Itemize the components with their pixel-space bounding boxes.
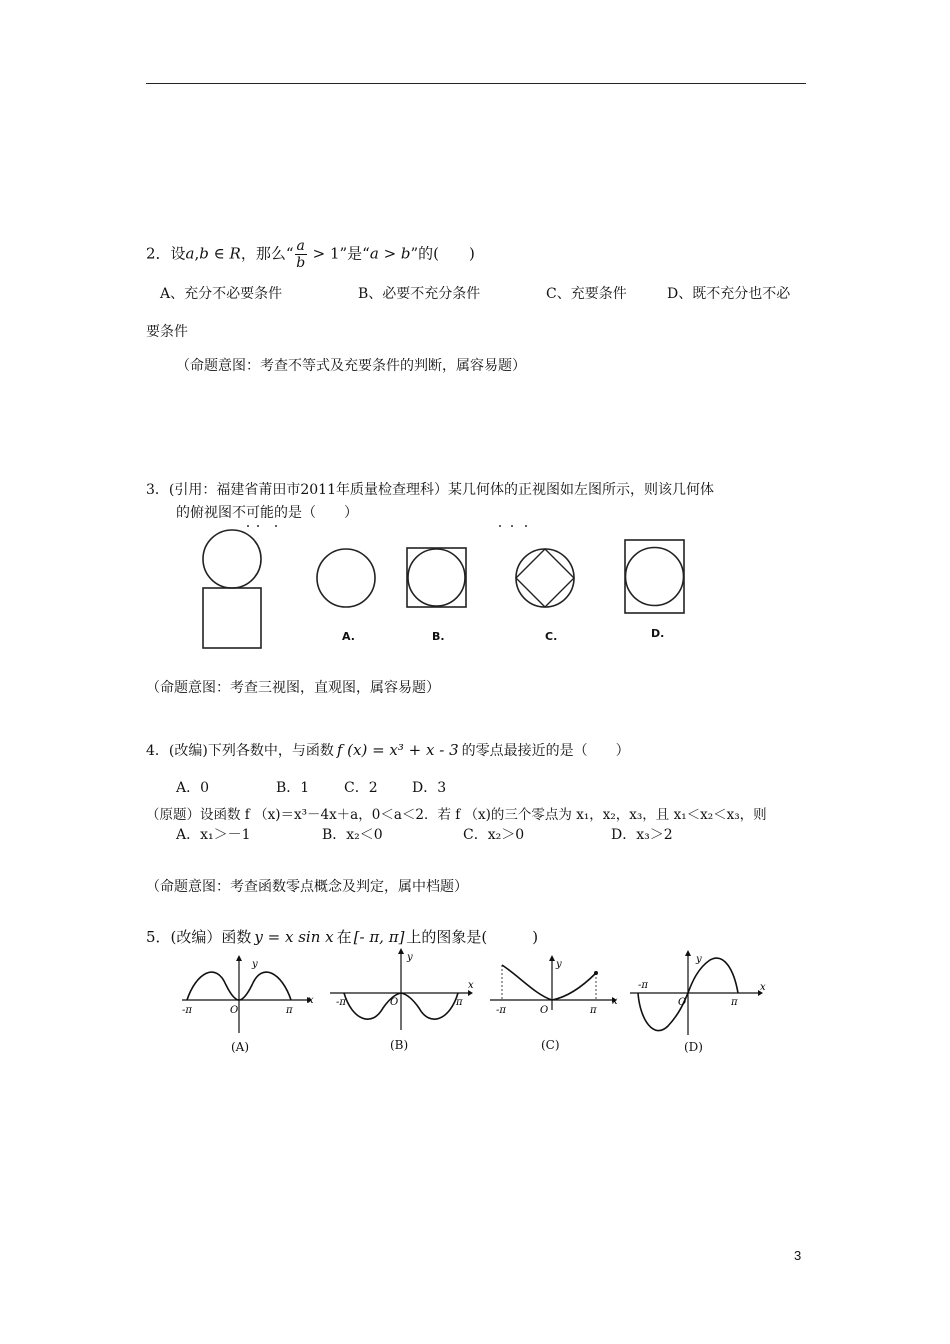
- q5c-y-label: y: [556, 959, 562, 970]
- q3-option-d-figure: [625, 540, 684, 613]
- q5d-neg-pi: -π: [638, 980, 648, 991]
- q5-graph-a: [182, 955, 312, 1035]
- q5-label-b: (B): [390, 1038, 409, 1052]
- q5c-neg-pi: -π: [496, 1005, 506, 1016]
- q4-orig-option-a: A．x₁＞－1: [176, 827, 251, 843]
- q2-intent: （命题意图：考查不等式及充要条件的判断，属容易题）: [176, 358, 526, 374]
- header-rule: [146, 83, 806, 84]
- q5d-y-label: y: [696, 954, 702, 965]
- q2-option-d: D、既不充分也不必: [667, 286, 791, 302]
- q2-option-d-cont: 要条件: [146, 324, 188, 340]
- q3-stem-line2: 的俯视图不可能的是（ ）: [176, 505, 358, 521]
- q2-option-a: A、充分不必要条件: [160, 286, 283, 302]
- q5-graph-c: [490, 955, 620, 1040]
- q5a-origin: O: [230, 1005, 239, 1016]
- q3-label-c: C.: [545, 630, 558, 643]
- q4-orig-option-d: D．x₃＞2: [611, 827, 673, 843]
- q5-label-d: (D): [684, 1040, 703, 1054]
- q3-intent: （命题意图：考查三视图，直观图，属容易题）: [146, 680, 440, 696]
- q5b-pi: π: [456, 997, 463, 1008]
- q4-option-c: C．2: [344, 780, 378, 796]
- q5d-pi: π: [731, 997, 738, 1008]
- page-number: 3: [794, 1248, 802, 1263]
- q3-stem-line1: 3．(引用：福建省莆田市2011年质量检查理科）某几何体的正视图如左图所示，则该几何体: [146, 482, 714, 498]
- q5b-x-label: x: [468, 980, 474, 991]
- q4-original-problem: （原题）设函数 f （x)＝x³－4x＋a，0＜a＜2．若 f （x)的三个零点为 x₁，x₂，x₃，且 x₁＜x₂＜x₃，则: [146, 807, 767, 823]
- q5c-pi: π: [590, 1005, 597, 1016]
- q5b-origin: O: [390, 997, 399, 1008]
- q3-label-a: A.: [342, 630, 355, 643]
- q2-fraction: $\frac{a}{b}$: [296, 238, 306, 271]
- q4-orig-option-c: C．x₂＞0: [463, 827, 525, 843]
- q4-intent: （命题意图：考查函数零点概念及判定，属中档题）: [146, 879, 468, 895]
- q3-label-b: B.: [432, 630, 445, 643]
- q5d-origin: O: [678, 997, 687, 1008]
- q2-stem: 2．设a,b ∈ R，那么“ $\frac{a}{b}$ > 1”是“a > b”的( ): [146, 238, 475, 271]
- q4-stem: 4．(改编)下列各数中，与函数 f (x) = x³ + x - 3 的零点最接近的是（ ）: [146, 741, 630, 759]
- q5d-x-label: x: [760, 982, 766, 993]
- q5a-neg-pi: -π: [182, 1005, 192, 1016]
- q3-label-d: D.: [651, 627, 665, 640]
- q5c-x-label: x: [612, 996, 618, 1007]
- q3-option-b-figure: [407, 548, 466, 607]
- q4-option-b: B．1: [276, 780, 310, 796]
- q5-stem: 5．(改编）函数 y = x sin x 在 [- π, π] 上的图象是( ): [146, 928, 539, 946]
- q5-label-c: (C): [541, 1038, 560, 1052]
- q5c-origin: O: [540, 1005, 549, 1016]
- q2-option-b: B、必要不充分条件: [358, 286, 481, 302]
- q5b-neg-pi: -π: [336, 997, 346, 1008]
- q3-front-view: [203, 530, 261, 648]
- q5-label-a: (A): [231, 1040, 250, 1054]
- q3-option-c-figure: [516, 549, 574, 607]
- q3-option-a-figure: [317, 549, 375, 607]
- q2-option-c: C、充要条件: [546, 286, 627, 302]
- q5-graph-d: [630, 950, 770, 1040]
- q5a-y-label: y: [252, 959, 258, 970]
- q5b-y-label: y: [407, 952, 413, 963]
- q4-orig-option-b: B．x₂＜0: [322, 827, 383, 843]
- q5a-pi: π: [286, 1005, 293, 1016]
- q5-graph-b: [330, 948, 480, 1033]
- q5a-x-label: x: [308, 995, 314, 1006]
- q4-option-d: D．3: [412, 780, 447, 796]
- q4-option-a: A．0: [176, 780, 210, 796]
